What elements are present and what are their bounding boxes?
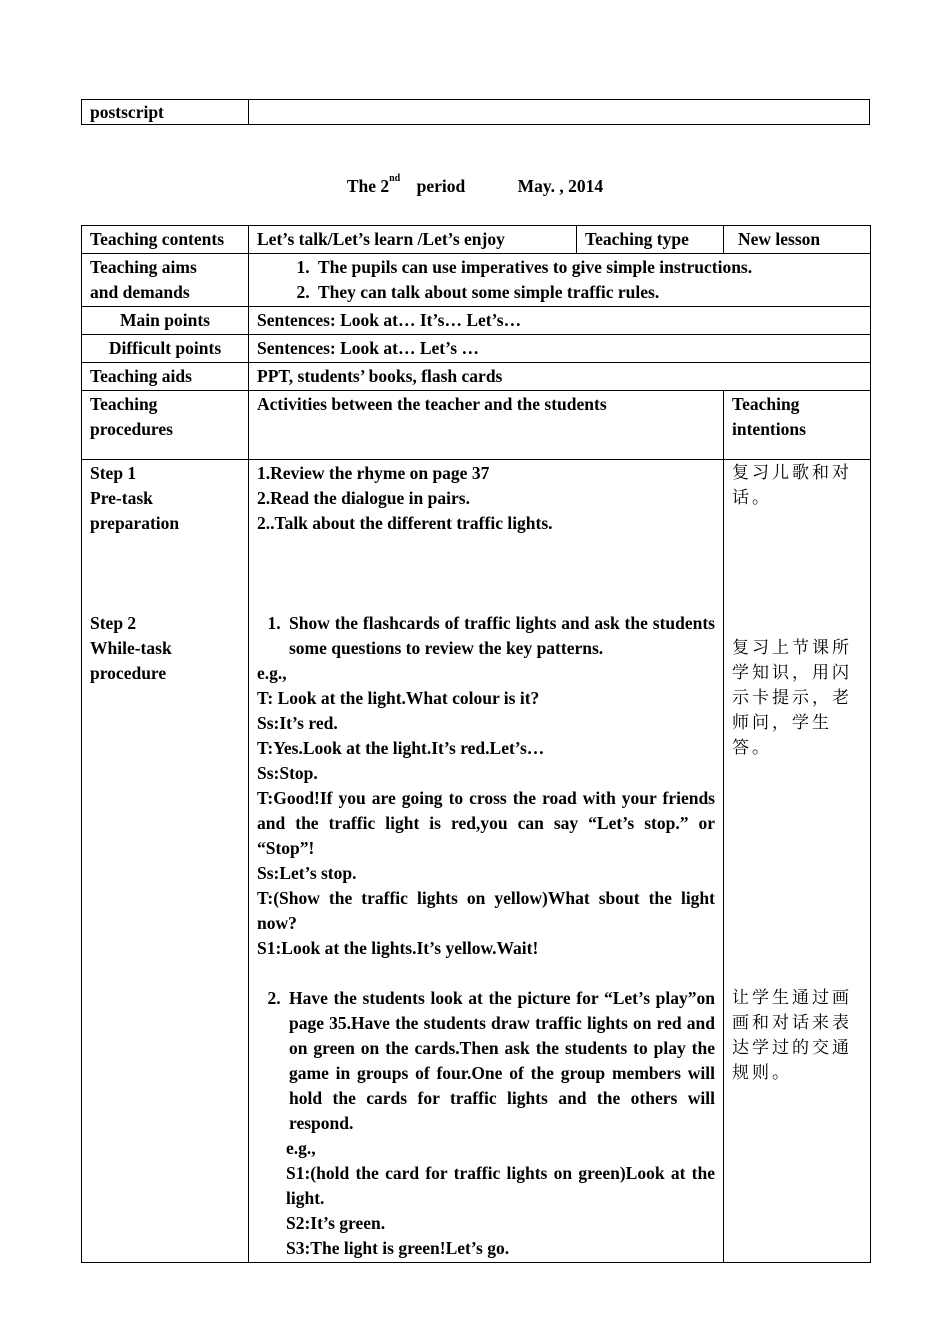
main-points-value: Sentences: Look at… It’s… Let’s… — [249, 307, 871, 335]
step2-intention-1: 复习上节课所学知识，用闪示卡提示，老师问，学生答。 — [732, 638, 852, 758]
postscript-label: postscript — [82, 100, 249, 125]
dialog-line: S1:(hold the card for traffic lights on green)Look at the light. — [286, 1163, 715, 1208]
dialog-line: Ss:It’s red. — [257, 713, 338, 733]
step2-intention-2: 让学生通过画画和对话来表达学过的交通规则。 — [732, 988, 852, 1083]
aids-value: PPT, students’ books, flash cards — [249, 363, 871, 391]
aims-row — [82, 254, 871, 307]
contents-label: Teaching contents — [82, 226, 249, 254]
procedures-header-row — [82, 391, 871, 460]
period-suffix: nd — [389, 173, 401, 184]
difficult-points-label: Difficult points — [82, 335, 249, 363]
step2-activities — [257, 611, 715, 1261]
period-date: May. , 2014 — [517, 176, 604, 196]
contents-row — [82, 226, 871, 254]
aims-label: Teaching aims and demands — [82, 254, 249, 307]
step2-title: Step 2 While-task procedure — [90, 613, 172, 683]
dialog-line: T:(Show the traffic lights on yellow)What sbout the light now? — [257, 888, 715, 933]
step1-line: 2.Read the dialogue in pairs. — [257, 488, 470, 508]
step-titles — [82, 460, 249, 1263]
dialog-line: S2:It’s green. — [286, 1213, 386, 1233]
dialog-line: T: Look at the light.What colour is it? — [257, 688, 540, 708]
postscript-table — [81, 99, 870, 125]
procedures-label: Teaching procedures — [82, 391, 249, 460]
step1-title: Step 1 Pre-task preparation — [90, 463, 180, 533]
step1-line: 2..Talk about the different traffic lights. — [257, 513, 553, 533]
contents-value: Let’s talk/Let’s learn /Let’s enjoy — [249, 226, 577, 254]
lesson-plan-table — [81, 225, 871, 1263]
step-activities — [249, 460, 724, 1263]
step1-line: 1.Review the rhyme on page 37 — [257, 463, 490, 483]
dialog-line: e.g., — [286, 1138, 316, 1158]
difficult-points-row — [82, 335, 871, 363]
type-value: New lesson — [724, 226, 871, 254]
difficult-points-value: Sentences: Look at… Let’s … — [249, 335, 871, 363]
dialog-line: T:Yes.Look at the light.It’s red.Let’s… — [257, 738, 545, 758]
aim-item: 1. The pupils can use imperatives to give simple instructions. — [314, 255, 862, 280]
procedure-steps-row — [82, 460, 871, 1263]
aim-item: 2. They can talk about some simple traffic rules. — [314, 280, 862, 305]
dialog-line: T:Good!If you are going to cross the road with your friends and the traffic light is red,you can say “Let’s stop.” or “Stop”! — [257, 788, 715, 858]
dialog-line: S3:The light is green!Let’s go. — [286, 1238, 510, 1258]
dialog-line: Ss:Stop. — [257, 763, 318, 783]
period-heading — [0, 173, 950, 197]
step-intentions — [724, 460, 871, 1263]
period-word: period — [416, 176, 466, 196]
type-label: Teaching type — [577, 226, 724, 254]
aids-label: Teaching aids — [82, 363, 249, 391]
main-points-label: Main points — [82, 307, 249, 335]
dialog-line: S1:Look at the lights.It’s yellow.Wait! — [257, 938, 539, 958]
aids-row — [82, 363, 871, 391]
activities-header: Activities between the teacher and the students — [249, 391, 724, 460]
step1-intention: 复习儿歌和对话。 — [732, 463, 852, 508]
dialog-line: Ss:Let’s stop. — [257, 863, 357, 883]
step2-item-1: 1. Show the flashcards of traffic lights and ask the students some questions to review the key patterns. — [285, 611, 715, 661]
period-number: The 2 — [346, 176, 390, 196]
step1-activities — [257, 461, 715, 611]
aims-list — [249, 254, 871, 307]
step2-item-2: 2. Have the students look at the picture for “Let’s play”on page 35.Have the students draw traffic lights on red and on green on the cards.Then ask the students to play the game in groups of four.One of the group members will hold the cards for traffic lights and the others will respond. — [285, 986, 715, 1136]
main-points-row — [82, 307, 871, 335]
postscript-value — [249, 100, 870, 125]
intentions-header: Teaching intentions — [724, 391, 871, 460]
dialog-line: e.g., — [257, 663, 287, 683]
